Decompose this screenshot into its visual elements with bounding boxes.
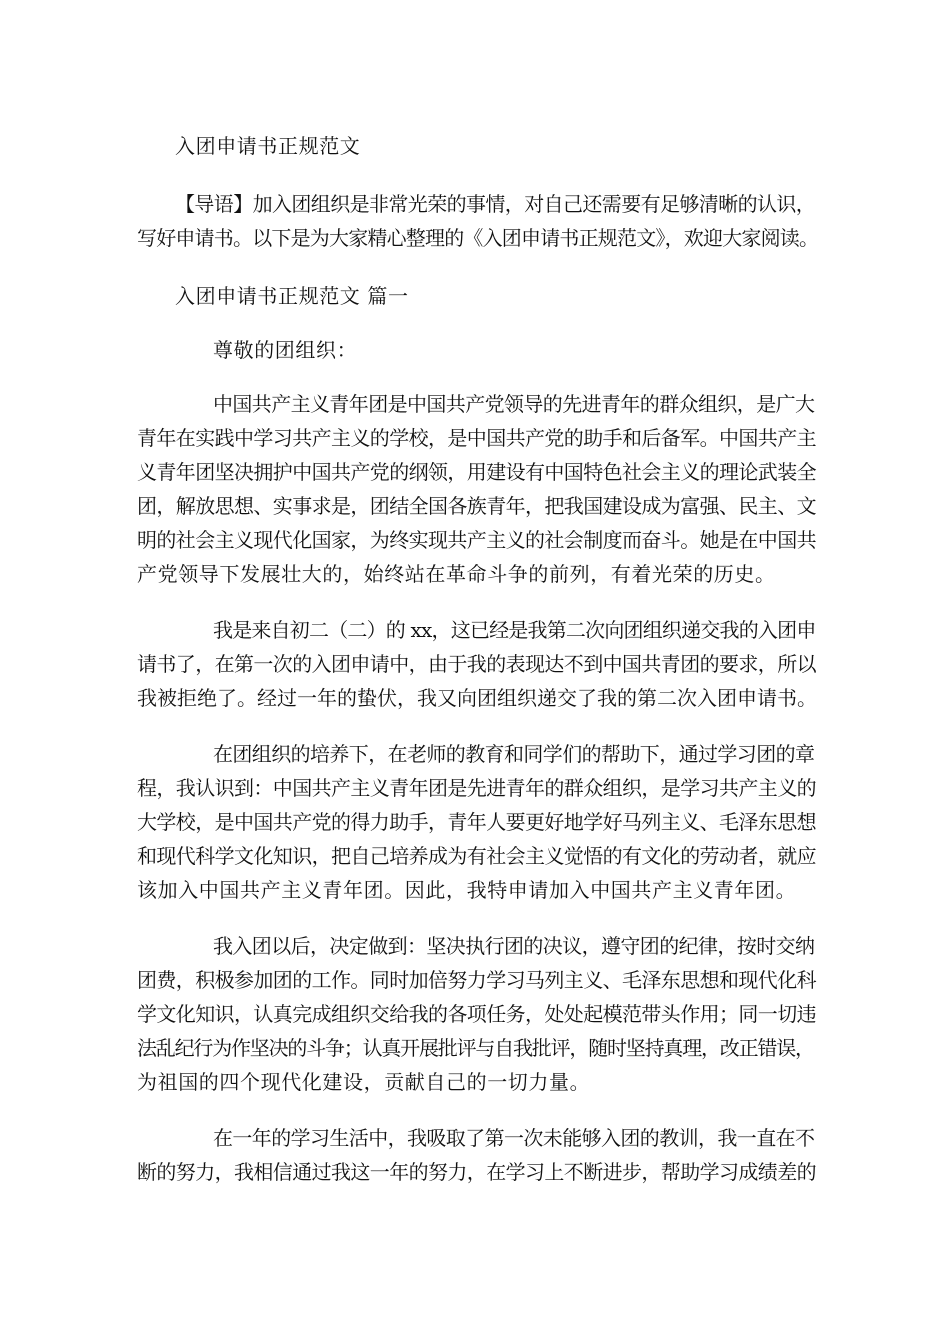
lead-line-1: 【导语】加入团组织是非常光荣的事情，对自己还需要有足够清晰的认识， (175, 192, 816, 216)
paragraph-line: 我被拒绝了。经过一年的蛰伏，我又向团组织递交了我的第二次入团申请书。 (137, 686, 817, 710)
paragraph-line: 明的社会主义现代化国家，为终实现共产主义的社会制度而奋斗。她是在中国共 (137, 528, 816, 552)
section-title: 入团申请书正规范文 篇一 (175, 284, 409, 308)
paragraph-line: 我入团以后，决定做到：坚决执行团的决议，遵守团的纪律，按时交纳 (213, 934, 815, 958)
paragraph-line: 为祖国的四个现代化建设，贡献自己的一切力量。 (137, 1070, 591, 1094)
paragraph-line: 程，我认识到：中国共产主义青年团是先进青年的群众组织，是学习共产主义的 (137, 776, 816, 800)
paragraph-line: 学文化知识，认真完成组织交给我的各项任务，处处起模范带头作用；同一切违 (137, 1002, 816, 1026)
document-title: 入团申请书正规范文 (175, 134, 361, 158)
paragraph-line: 在团组织的培养下，在老师的教育和同学们的帮助下，通过学习团的章 (213, 742, 815, 766)
lead-line-2: 写好申请书。以下是为大家精心整理的《入团申请书正规范文》，欢迎大家阅读。 (137, 226, 819, 250)
paragraph-line: 我是来自初二（二）的 xx，这已经是我第二次向团组织递交我的入团申 (213, 618, 816, 642)
paragraph-line: 大学校，是中国共产党的得力助手，青年人要更好地学好马列主义、毛泽东思想 (137, 810, 816, 834)
paragraph-line: 在一年的学习生活中，我吸取了第一次未能够入团的教训，我一直在不 (213, 1126, 815, 1150)
paragraph-line: 该加入中国共产主义青年团。因此，我特申请加入中国共产主义青年团。 (137, 878, 797, 902)
salutation: 尊敬的团组织： (213, 338, 358, 362)
paragraph-line: 中国共产主义青年团是中国共产党领导的先进青年的群众组织，是广大 (213, 392, 815, 416)
paragraph-line: 产党领导下发展壮大的，始终站在革命斗争的前列，有着光荣的历史。 (137, 562, 776, 586)
paragraph-line: 断的努力，我相信通过我这一年的努力，在学习上不断进步，帮助学习成绩差的 (137, 1160, 816, 1184)
paragraph-line: 团费，积极参加团的工作。同时加倍努力学习马列主义、毛泽东思想和现代化科 (137, 968, 816, 992)
paragraph-line: 法乱纪行为作坚决的斗争；认真开展批评与自我批评，随时坚持真理，改正错误， (137, 1036, 814, 1060)
paragraph-line: 义青年团坚决拥护中国共产党的纲领，用建设有中国特色社会主义的理论武装全 (137, 460, 816, 484)
paragraph-line: 和现代科学文化知识，把自己培养成为有社会主义觉悟的有文化的劳动者，就应 (137, 844, 816, 868)
paragraph-line: 团，解放思想、实事求是，团结全国各族青年，把我国建设成为富强、民主、文 (137, 494, 816, 518)
paragraph-line: 请书了，在第一次的入团申请中，由于我的表现达不到中国共青团的要求，所以 (137, 652, 816, 676)
paragraph-line: 青年在实践中学习共产主义的学校，是中国共产党的助手和后备军。中国共产主 (137, 426, 816, 450)
